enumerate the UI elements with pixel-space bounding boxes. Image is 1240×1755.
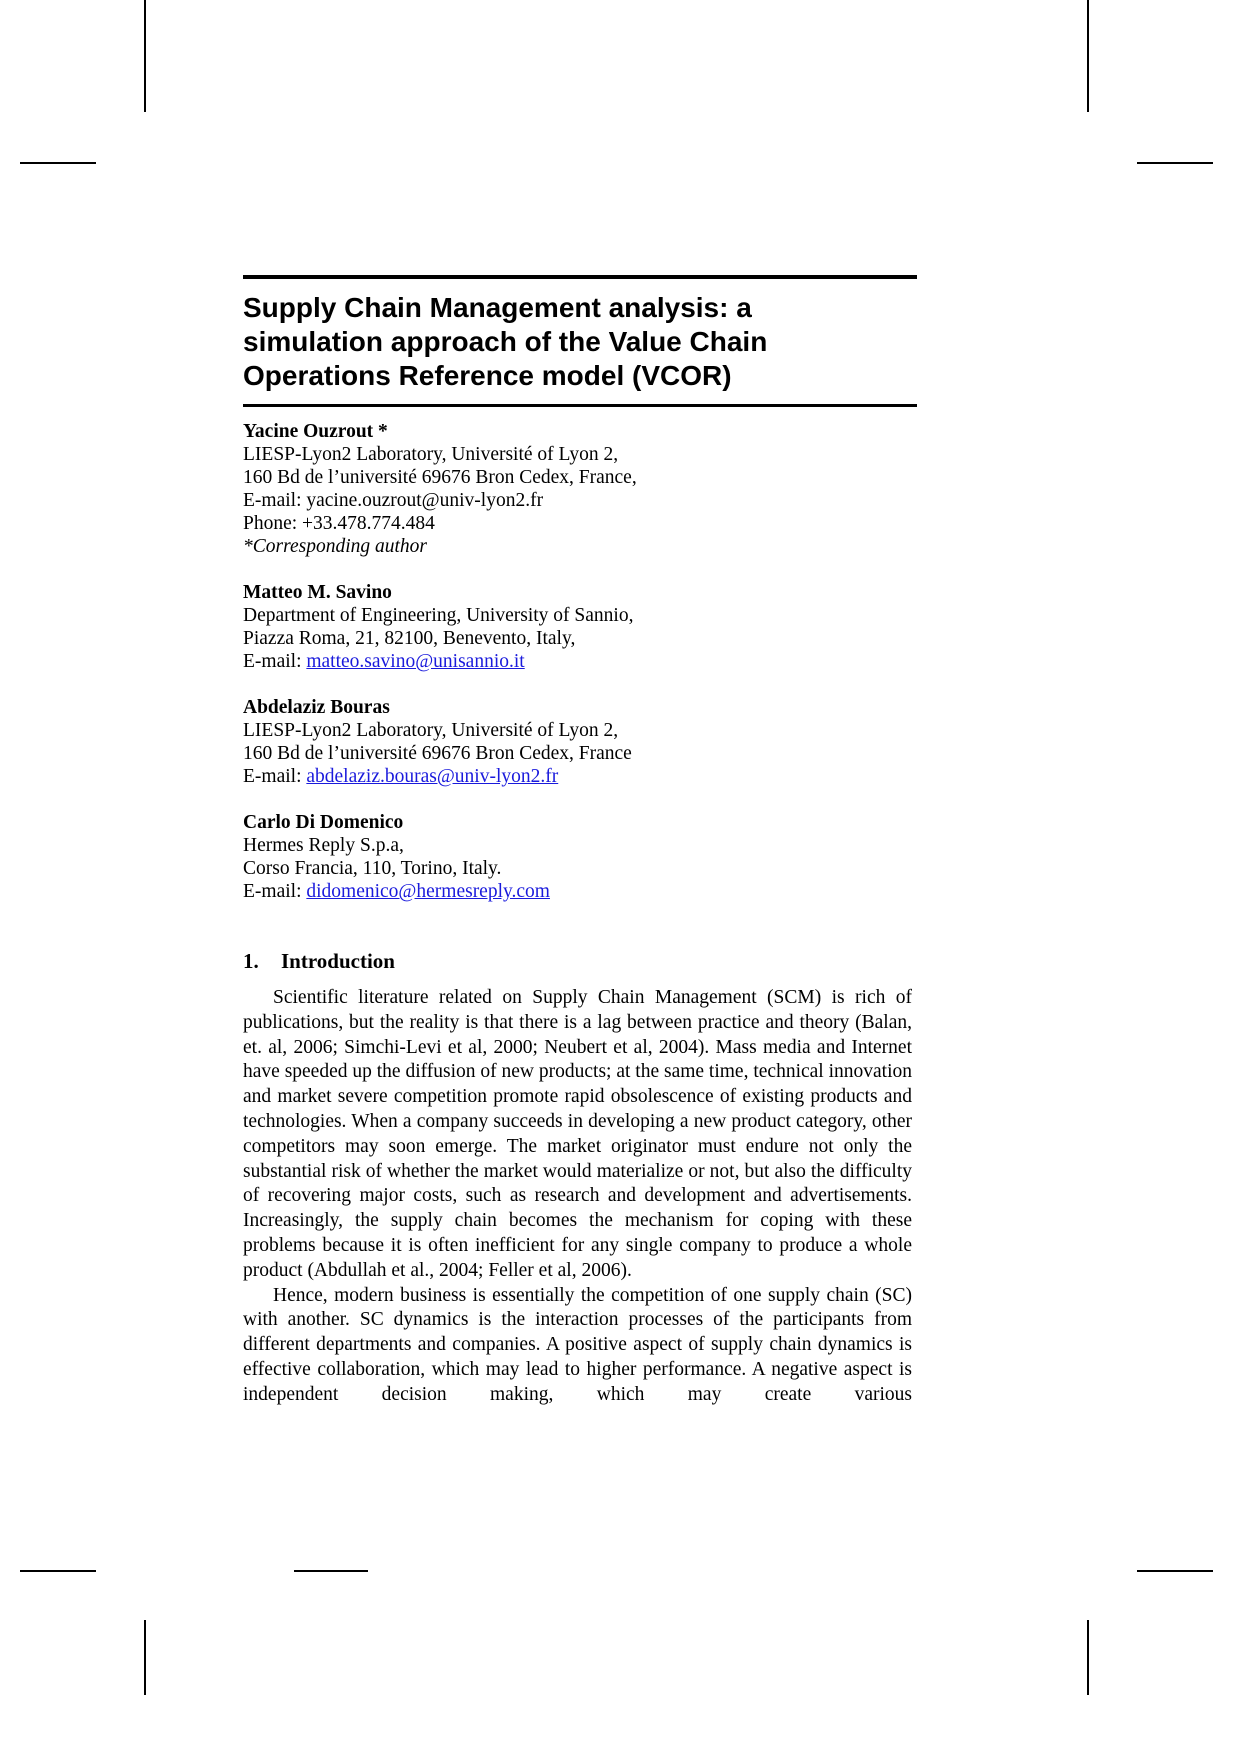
author-affiliation: LIESP-Lyon2 Laboratory, Université of Lyon 2, [243, 720, 619, 741]
author-list [243, 420, 917, 926]
author-block-di-domenico [243, 811, 917, 903]
email-label: E-mail: [243, 881, 307, 902]
section-title: Introduction [281, 949, 395, 973]
crop-mark-top-right-horizontal [1137, 162, 1213, 164]
email-link[interactable]: matteo.savino@unisannio.it [306, 651, 525, 672]
author-affiliation: Department of Engineering, University of Sannio, [243, 605, 634, 626]
crop-mark-bottom-left-horizontal [20, 1570, 96, 1572]
crop-mark-bottom-center-horizontal [294, 1570, 368, 1572]
author-address: Corso Francia, 110, Torino, Italy. [243, 858, 502, 879]
section-body [243, 986, 912, 1408]
author-email: E-mail: yacine.ouzrout@univ-lyon2.fr [243, 490, 544, 511]
email-label: E-mail: [243, 651, 307, 672]
crop-mark-top-right-vertical [1087, 0, 1089, 112]
title-line: Operations Reference model (VCOR) [243, 360, 732, 391]
paragraph: Hence, modern business is essentially the competition of one supply chain (SC) with another. SC dynamics is the interaction processes of the participants from different departments and companies. A positive aspect of supply chain dynamics is effective collaboration, which may lead to higher performance. A negative aspect is independent decision making, which may create various [243, 1284, 912, 1405]
author-name: Yacine Ouzrout * [243, 421, 388, 442]
author-phone: Phone: +33.478.774.484 [243, 513, 435, 534]
email-link[interactable]: abdelaziz.bouras@univ-lyon2.fr [306, 766, 559, 787]
crop-mark-top-left-horizontal [20, 162, 96, 164]
crop-mark-bottom-left-vertical [144, 1620, 146, 1695]
crop-mark-bottom-right-vertical [1087, 1620, 1089, 1695]
email-link[interactable]: didomenico@hermesreply.com [306, 881, 550, 902]
author-email-line [243, 650, 917, 673]
author-block-savino [243, 581, 917, 673]
author-address: Piazza Roma, 21, 82100, Benevento, Italy, [243, 628, 576, 649]
title-line: simulation approach of the Value Chain [243, 326, 768, 357]
author-block-ouzrout [243, 420, 917, 558]
author-name: Matteo M. Savino [243, 582, 392, 603]
crop-mark-bottom-right-horizontal [1137, 1570, 1213, 1572]
author-block-bouras [243, 696, 917, 788]
corresponding-author-note: *Corresponding author [243, 536, 428, 557]
author-email-line [243, 880, 917, 903]
crop-mark-top-left-vertical [144, 0, 146, 112]
author-affiliation: Hermes Reply S.p.a, [243, 835, 404, 856]
author-email-line [243, 765, 917, 788]
author-address: 160 Bd de l’université 69676 Bron Cedex, France, [243, 467, 637, 488]
title-line: Supply Chain Management analysis: a [243, 292, 752, 323]
author-name: Carlo Di Domenico [243, 812, 404, 833]
section-heading [243, 948, 395, 974]
author-affiliation: LIESP-Lyon2 Laboratory, Université of Lyon 2, [243, 444, 619, 465]
section-number: 1. [243, 949, 259, 973]
email-label: E-mail: [243, 766, 307, 787]
author-name: Abdelaziz Bouras [243, 697, 390, 718]
author-address: 160 Bd de l’université 69676 Bron Cedex, France [243, 743, 632, 764]
paragraph: Scientific literature related on Supply Chain Management (SCM) is rich of publications, but the reality is that there is a lag between practice and theory (Balan, et. al, 2006; Simchi-Levi et al, 2000; Neubert et al, 2004). Mass media and Internet have speeded up the diffusion of new products; at the same time, technical innovation and market severe competition promote rapid obsolescence of existing products and technologies. When a company succeeds in developing a new product category, other competitors may soon emerge. The market originator must endure not only the substantial risk of whether the market would materialize or not, but also the difficulty of recovering major costs, such as research and development and advertisements. Increasingly, the supply chain becomes the mechanism for coping with these problems because it is often inefficient for any single company to produce a whole product (Abdullah et al., 2004; Feller et al, 2006). [243, 987, 912, 1281]
paper-title [243, 275, 917, 407]
